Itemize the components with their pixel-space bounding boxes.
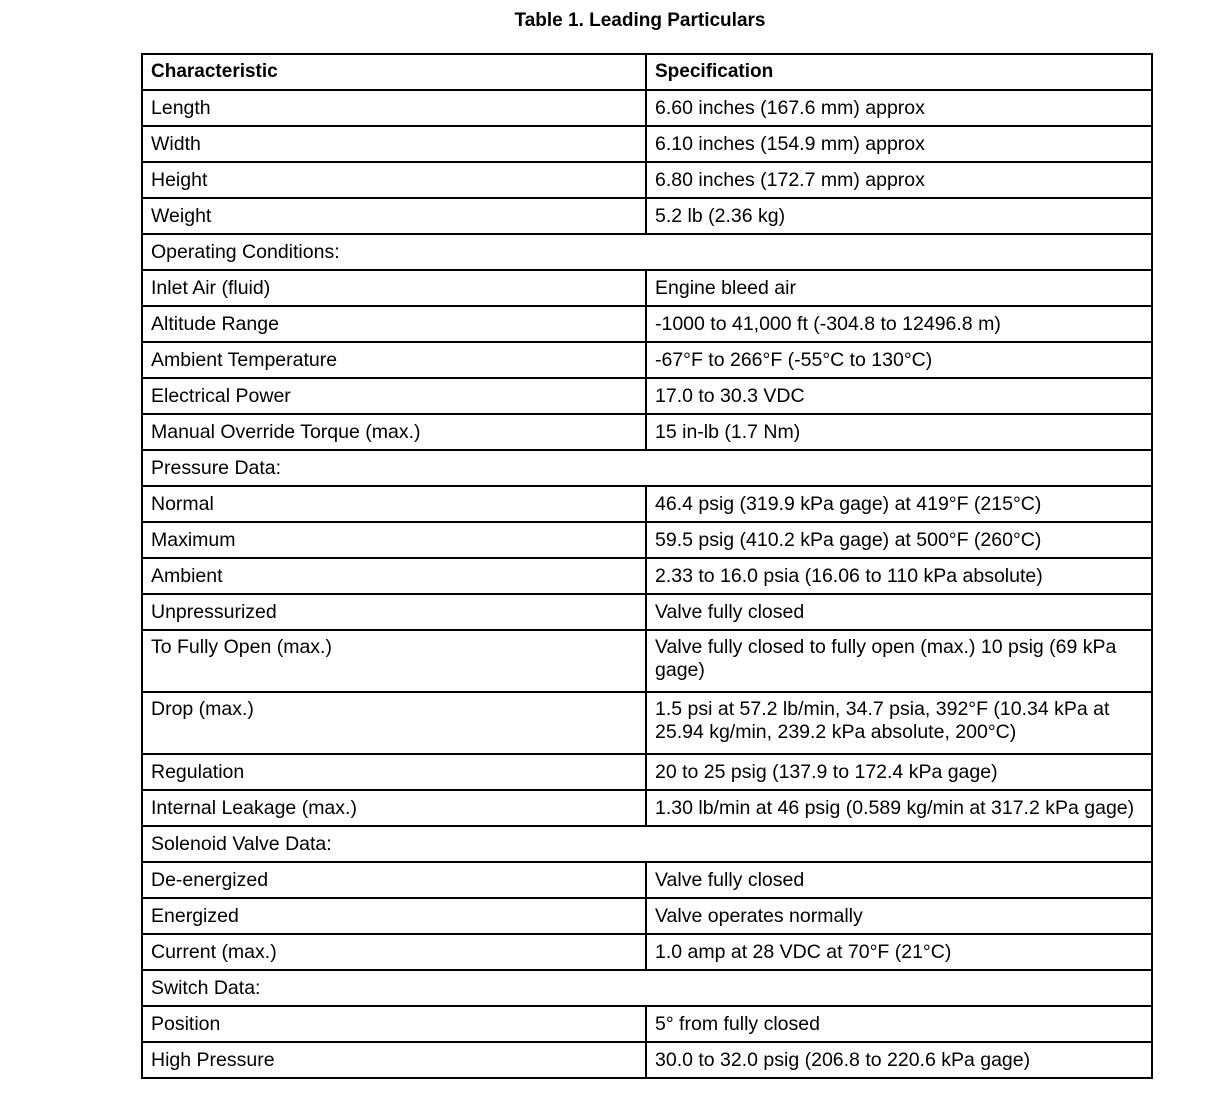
section-header-label: Pressure Data: — [142, 450, 1152, 486]
table-row — [142, 558, 1152, 594]
specification-cell: 1.30 lb/min at 46 psig (0.589 kg/min at 317.2 kPa gage) — [646, 790, 1152, 826]
table-row — [142, 754, 1152, 790]
characteristic-cell: Current (max.) — [142, 934, 646, 970]
section-header-label: Solenoid Valve Data: — [142, 826, 1152, 862]
table-row — [142, 594, 1152, 630]
specification-cell: Engine bleed air — [646, 270, 1152, 306]
specification-cell: 15 in-lb (1.7 Nm) — [646, 414, 1152, 450]
characteristic-cell: De-energized — [142, 862, 646, 898]
table-row — [142, 934, 1152, 970]
table-row — [142, 342, 1152, 378]
table-row — [142, 378, 1152, 414]
characteristic-cell: Position — [142, 1006, 646, 1042]
characteristic-cell: Width — [142, 126, 646, 162]
characteristic-cell: Ambient — [142, 558, 646, 594]
table-row — [142, 270, 1152, 306]
characteristic-cell: Inlet Air (fluid) — [142, 270, 646, 306]
column-header-specification: Specification — [646, 54, 1152, 90]
characteristic-cell: Height — [142, 162, 646, 198]
table-row — [142, 414, 1152, 450]
specification-cell: -1000 to 41,000 ft (-304.8 to 12496.8 m) — [646, 306, 1152, 342]
characteristic-cell: Drop (max.) — [142, 692, 646, 754]
characteristic-cell: Regulation — [142, 754, 646, 790]
table-row — [142, 862, 1152, 898]
table-row — [142, 486, 1152, 522]
section-header-row — [142, 234, 1152, 270]
section-header-label: Switch Data: — [142, 970, 1152, 1006]
section-header-row — [142, 826, 1152, 862]
column-header-characteristic: Characteristic — [142, 54, 646, 90]
table-body — [142, 54, 1152, 1078]
specification-cell: 59.5 psig (410.2 kPa gage) at 500°F (260°C) — [646, 522, 1152, 558]
specification-cell: 30.0 to 32.0 psig (206.8 to 220.6 kPa gage) — [646, 1042, 1152, 1078]
specification-cell: Valve fully closed — [646, 594, 1152, 630]
specification-cell: 1.5 psi at 57.2 lb/min, 34.7 psia, 392°F (10.34 kPa at 25.94 kg/min, 239.2 kPa absolute, 200°C) — [646, 692, 1152, 754]
specification-cell: 46.4 psig (319.9 kPa gage) at 419°F (215°C) — [646, 486, 1152, 522]
table-row — [142, 522, 1152, 558]
specification-cell: 20 to 25 psig (137.9 to 172.4 kPa gage) — [646, 754, 1152, 790]
characteristic-cell: Unpressurized — [142, 594, 646, 630]
specification-cell: -67°F to 266°F (-55°C to 130°C) — [646, 342, 1152, 378]
characteristic-cell: High Pressure — [142, 1042, 646, 1078]
table-row — [142, 790, 1152, 826]
characteristic-cell: Ambient Temperature — [142, 342, 646, 378]
specification-cell: Valve fully closed to fully open (max.) 10 psig (69 kPa gage) — [646, 630, 1152, 692]
table-row — [142, 162, 1152, 198]
table-row — [142, 198, 1152, 234]
section-header-label: Operating Conditions: — [142, 234, 1152, 270]
specification-cell: Valve fully closed — [646, 862, 1152, 898]
characteristic-cell: Weight — [142, 198, 646, 234]
table-row — [142, 898, 1152, 934]
characteristic-cell: Normal — [142, 486, 646, 522]
specification-cell: 5.2 lb (2.36 kg) — [646, 198, 1152, 234]
characteristic-cell: Manual Override Torque (max.) — [142, 414, 646, 450]
table-row — [142, 1042, 1152, 1078]
leading-particulars-table — [141, 53, 1153, 1079]
section-header-row — [142, 970, 1152, 1006]
characteristic-cell: Internal Leakage (max.) — [142, 790, 646, 826]
characteristic-cell: Altitude Range — [142, 306, 646, 342]
specification-cell: 6.60 inches (167.6 mm) approx — [646, 90, 1152, 126]
specification-cell: 6.80 inches (172.7 mm) approx — [646, 162, 1152, 198]
table-row — [142, 630, 1152, 692]
table-row — [142, 692, 1152, 754]
table-title: Table 1. Leading Particulars — [514, 10, 766, 31]
characteristic-cell: Electrical Power — [142, 378, 646, 414]
characteristic-cell: To Fully Open (max.) — [142, 630, 646, 692]
section-header-row — [142, 450, 1152, 486]
specification-cell: 5° from fully closed — [646, 1006, 1152, 1042]
specification-cell: 2.33 to 16.0 psia (16.06 to 110 kPa absolute) — [646, 558, 1152, 594]
table-row — [142, 90, 1152, 126]
specification-cell: 17.0 to 30.3 VDC — [646, 378, 1152, 414]
table-row — [142, 126, 1152, 162]
characteristic-cell: Energized — [142, 898, 646, 934]
specification-cell: 6.10 inches (154.9 mm) approx — [646, 126, 1152, 162]
characteristic-cell: Maximum — [142, 522, 646, 558]
table-row — [142, 306, 1152, 342]
characteristic-cell: Length — [142, 90, 646, 126]
specification-cell: 1.0 amp at 28 VDC at 70°F (21°C) — [646, 934, 1152, 970]
table-header-row — [142, 54, 1152, 90]
table-row — [142, 1006, 1152, 1042]
specification-cell: Valve operates normally — [646, 898, 1152, 934]
